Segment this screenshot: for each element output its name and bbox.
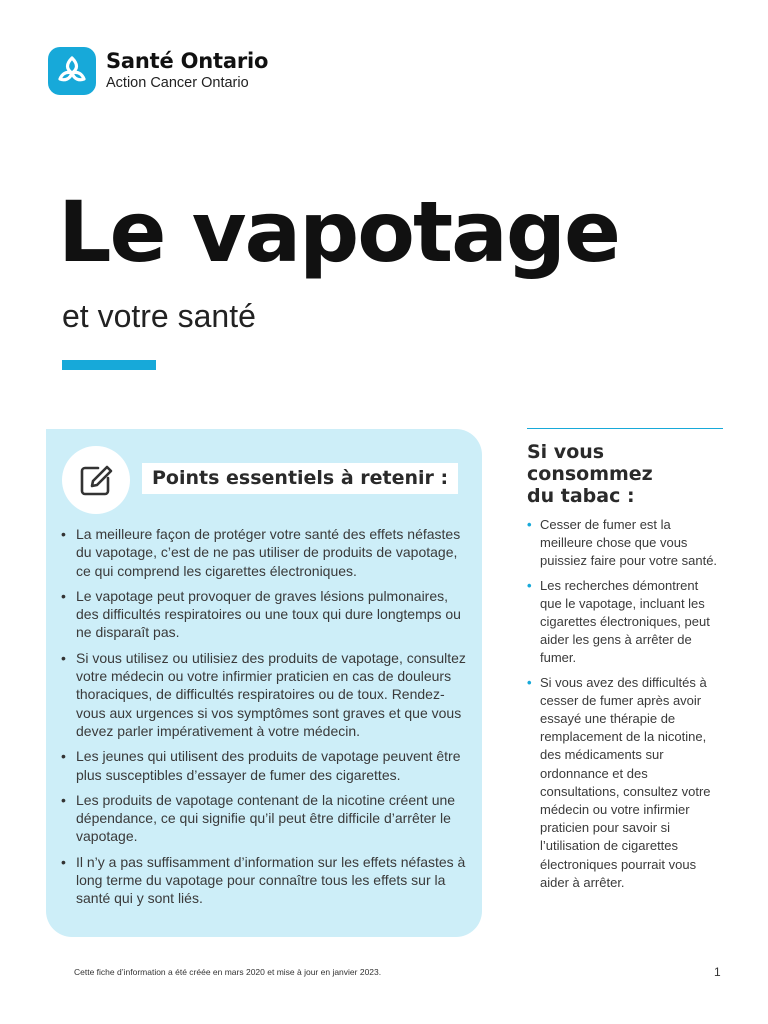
list-item: • Cesser de fumer est la meilleure chose que vous puissiez faire pour votre santé.	[527, 516, 723, 571]
page-title: Le vapotage	[58, 183, 619, 281]
key-points-list	[60, 525, 470, 915]
sidebar-heading	[527, 441, 723, 507]
list-item: • Si vous utilisez ou utilisiez des produits de vapotage, consultez votre médecin ou votre infirmier praticien en cas de douleurs thoraciques, de difficultés respiratoires ou de toux. Rendez-vous aux urgences si vos symptômes sont graves et que vous devez parler impérativement à votre médecin.	[60, 649, 470, 740]
list-item: • Les jeunes qui utilisent des produits de vapotage peuvent être plus susceptibles d’essayer de fumer des cigarettes.	[60, 747, 470, 784]
list-item: • Si vous avez des difficultés à cesser de fumer après avoir essayé une thérapie de remplacement de la nicotine, des médicaments sur ordonnance et des consultations, consultez votre médecin ou votre infirmier praticien pour savoir si l’utilisation de cigarettes électroniques pourrait vous aider à arrêter.	[527, 674, 723, 892]
trillium-logo-icon	[48, 47, 96, 95]
key-points-panel	[46, 429, 482, 937]
edit-note-icon	[62, 446, 130, 514]
accent-divider	[62, 360, 156, 370]
sidebar-divider	[527, 428, 723, 429]
sidebar-heading-line: du tabac :	[527, 485, 635, 507]
page-subtitle: et votre santé	[62, 298, 256, 334]
org-name: Santé Ontario	[106, 49, 269, 74]
page-number: 1	[714, 965, 721, 979]
list-item: • Les recherches démontrent que le vapotage, incluant les cigarettes électroniques, peut aider les gens à arrêter de fumer.	[527, 577, 723, 668]
list-item: • La meilleure façon de protéger votre santé des effets néfastes du vapotage, c’est de ne pas utiliser de produits de vapotage, ce qui comprend les cigarettes électroniques.	[60, 525, 470, 580]
sidebar-list	[527, 516, 723, 892]
tobacco-sidebar	[527, 428, 723, 898]
list-item: • Les produits de vapotage contenant de la nicotine créent une dépendance, ce qui signifie qu’il peut être difficile d’arrêter le vapotage.	[60, 791, 470, 846]
list-item: • Il n’y a pas suffisamment d’information sur les effets néfastes à long terme du vapotage pour connaître tous les effets sur la santé qui y sont liés.	[60, 853, 470, 908]
sidebar-heading-line: consommez	[527, 463, 653, 485]
sidebar-heading-line: Si vous	[527, 441, 605, 463]
organization-logo	[48, 47, 268, 95]
list-item: • Le vapotage peut provoquer de graves lésions pulmonaires, des difficultés respiratoires ou une toux qui dure longtemps ou ne disparaît pas.	[60, 587, 470, 642]
org-subtitle: Action Cancer Ontario	[106, 75, 249, 92]
footer-note: Cette fiche d’information a été créée en mars 2020 et mise à jour en janvier 2023.	[74, 967, 382, 977]
key-points-heading: Points essentiels à retenir :	[142, 463, 458, 494]
